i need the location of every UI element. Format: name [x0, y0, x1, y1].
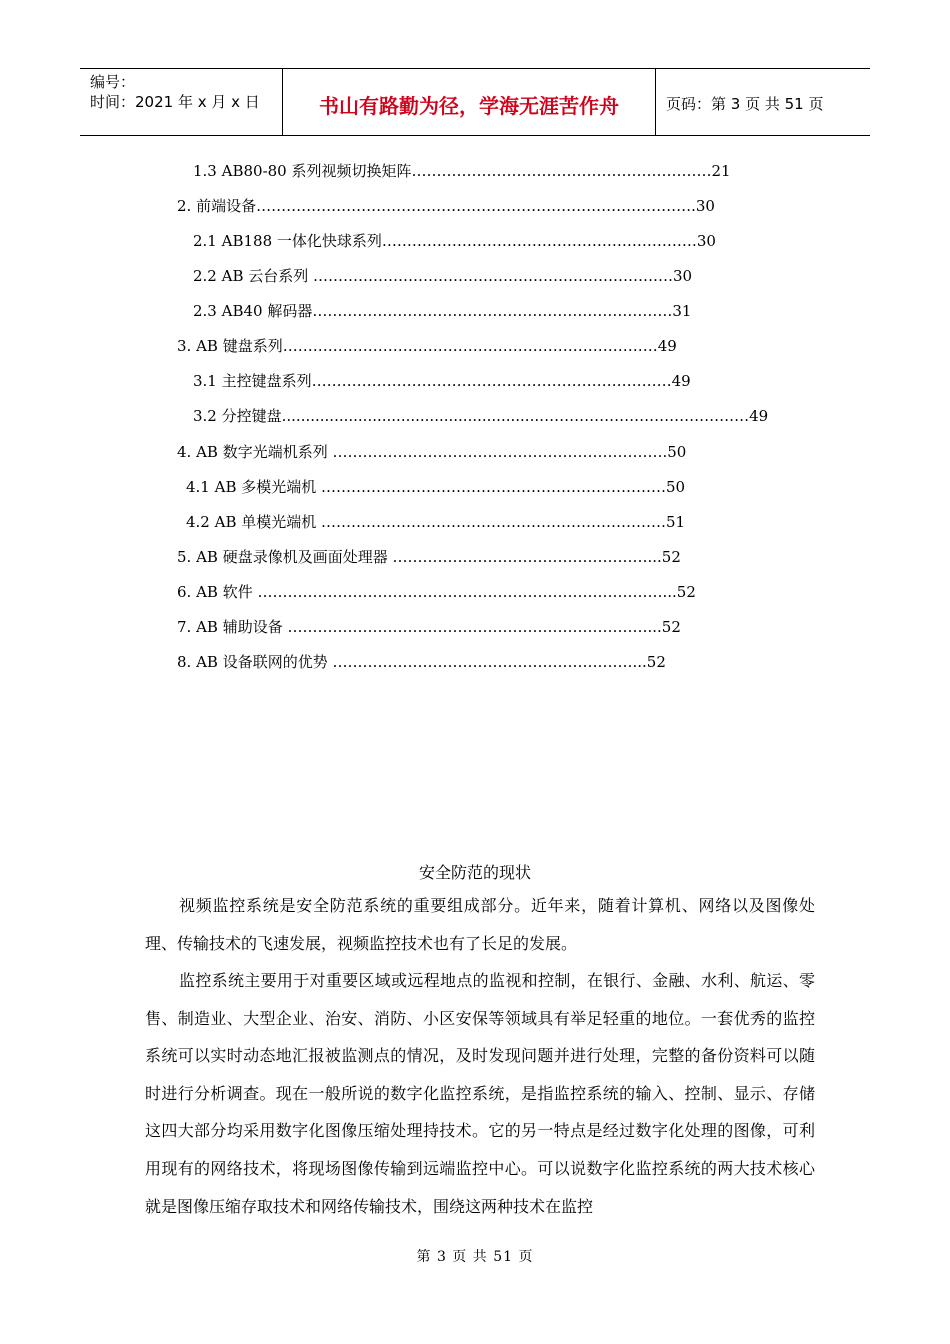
document-time-label: 时间：2021 年 x 月 x 日 — [90, 93, 260, 111]
toc-entry[interactable]: 5. AB 硬盘录像机及画面处理器 ……………………………………………...52 — [177, 548, 681, 566]
toc-entry[interactable]: 6. AB 软件 ………………………………………………………………………...52 — [177, 583, 696, 601]
toc-entry[interactable]: 3.1 主控键盘系列………………………………………………………………49 — [193, 372, 691, 390]
header-meta — [80, 69, 282, 135]
header-page-info: 页码：第 3 页 共 51 页 — [666, 94, 824, 113]
toc-entry[interactable]: 4. AB 数字光端机系列 ………………………………………………………….50 — [177, 443, 687, 461]
toc-entry[interactable]: 4.1 AB 多模光端机 ……………………………………………………………50 — [186, 478, 686, 496]
page-header — [80, 68, 870, 136]
body-paragraph: 视频监控系统是安全防范系统的重要组成部分。近年来，随着计算机、网络以及图像处理、传输技术的飞速发展，视频监控技术也有了长足的发展。 — [145, 896, 815, 953]
page-footer: 第 3 页 共 51 页 — [416, 1249, 534, 1265]
toc-entry[interactable]: 2.2 AB 云台系列 ………………………………………………………………30 — [193, 267, 693, 285]
body-paragraph: 监控系统主要用于对重要区域或远程地点的监视和控制，在银行、金融、水利、航运、零售、制造业、大型企业、治安、消防、小区安保等领域具有举足轻重的地位。一套优秀的监控系统可以实时动态地汇报被监测点的情况，及时发现问题并进行处理，完整的备份资料可以随时进行分析调查。现在一般所说的数字化监控系统，是指监控系统的输入、控制、显示、存储这四大部分均采用数字化图像压缩处理持技术。它的另一特点是经过数字化处理的图像，可利用现有的网络技术，将现场图像传输到远端监控中心。可以说数字化监控系统的两大技术核心就是图像压缩存取技术和网络传输技术，围绕这两种技术在监控 — [145, 971, 815, 1216]
toc-entry[interactable]: 3.2 分控键盘......................................................……………………………………49 — [193, 407, 769, 425]
toc-entry[interactable]: 4.2 AB 单模光端机 ……………………………………………………………51 — [186, 513, 686, 531]
toc-entry[interactable]: 8. AB 设备联网的优势 ……………………………………………………...52 — [177, 653, 666, 671]
document-number-label: 编号： — [90, 73, 136, 91]
toc-entry[interactable]: 2. 前端设备…………………………………………………………………………….30 — [177, 197, 715, 215]
toc-entry[interactable]: 2.1 AB188 一体化快球系列………………………………………………………30 — [193, 232, 716, 250]
toc-entry[interactable]: 2.3 AB40 解码器………………………………………………………………31 — [193, 302, 692, 320]
section-title: 安全防范的现状 — [418, 863, 531, 882]
header-motto: 书山有路勤为径，学海无涯苦作舟 — [282, 69, 656, 135]
toc-entry[interactable]: 1.3 AB80-80 系列视频切换矩阵……………………………………………………21 — [193, 162, 731, 180]
toc-entry[interactable]: 3. AB 键盘系列…………………………………………………………………49 — [177, 337, 677, 355]
toc-entry[interactable]: 7. AB 辅助设备 ………………………………………………………………...52 — [177, 618, 681, 636]
